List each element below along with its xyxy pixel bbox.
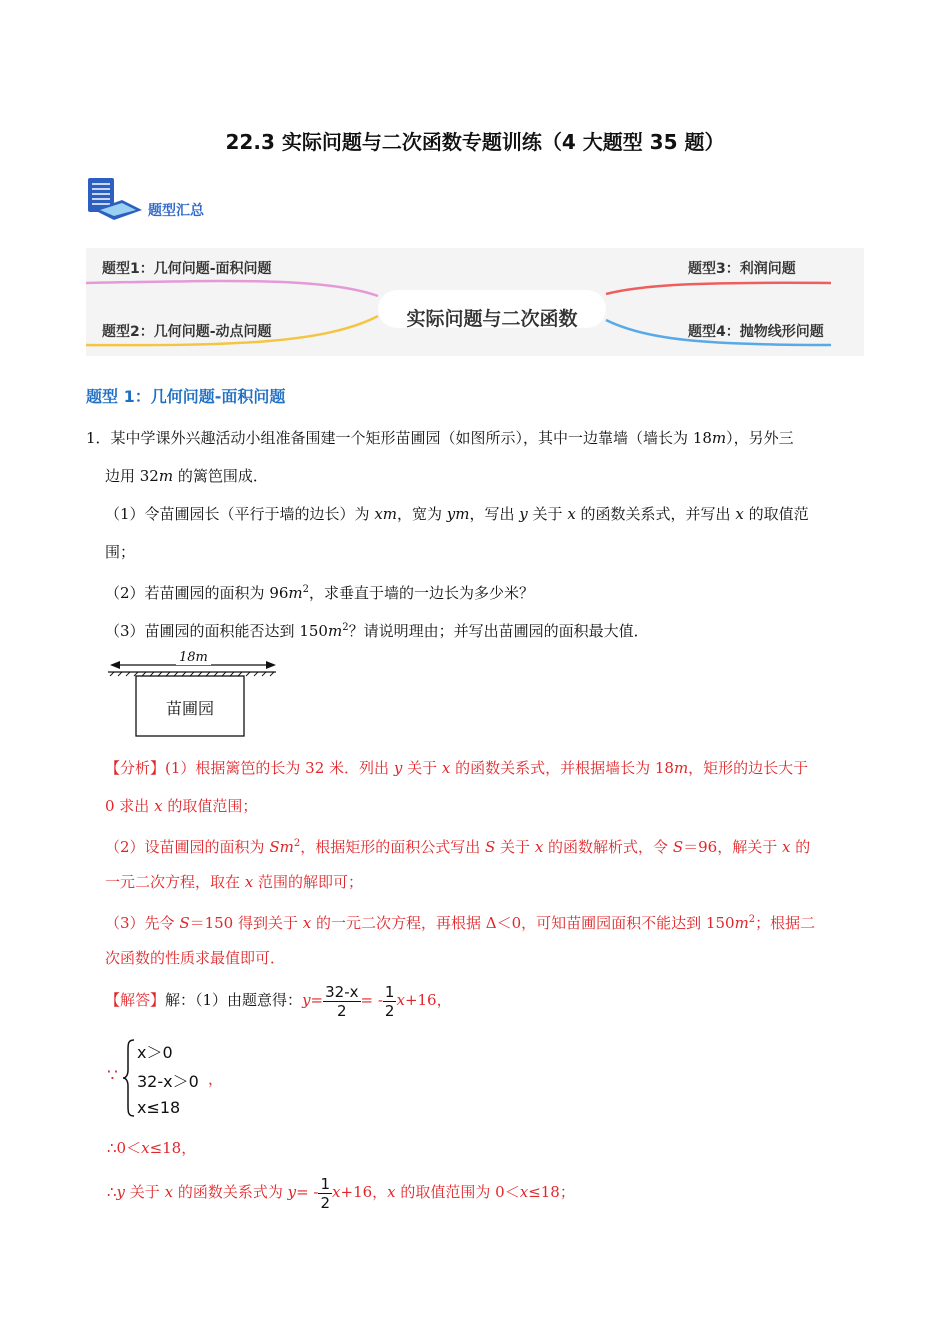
nursery-label: 苗圃园: [165, 699, 214, 718]
question-1-line2: 边用 32m 的篱笆围成．: [105, 467, 268, 485]
page-title: 22.3 实际问题与二次函数专题训练（4 大题型 35 题）: [225, 130, 725, 154]
analysis-part2-cont: 一元二次方程，取在 x 范围的解即可；: [105, 873, 364, 891]
summary-label: 题型汇总: [148, 203, 204, 219]
condition-1: x＞0: [137, 1043, 173, 1062]
nursery-diagram: [108, 650, 278, 742]
analysis-part3-cont: 次函数的性质求最值即可．: [105, 949, 286, 967]
question-1-part1-cont: 围；: [105, 543, 136, 561]
mindmap-node-type3: 题型3：利润问题: [688, 261, 796, 277]
condition-3: x≤18: [137, 1098, 181, 1117]
answer-range-line: ∴0＜x≤18，: [107, 1139, 197, 1157]
mindmap-node-type2: 题型2：几何问题-动点问题: [102, 324, 272, 340]
mindmap-node-type4: 题型4：抛物线形问题: [688, 324, 824, 340]
mindmap-center: 实际问题与二次函数: [406, 308, 578, 330]
condition-2: 32-x＞0: [137, 1072, 199, 1091]
condition-comma: ，: [208, 1070, 224, 1088]
because-symbol: ∵: [107, 1066, 118, 1086]
book-stack-icon: [86, 176, 144, 222]
fraction-32-minus-x-over-2: $\frac{32-x}{2}$: [325, 982, 359, 1020]
type-mindmap: [86, 248, 864, 356]
analysis-part1: 【分析】(1）根据篱笆的长为 32 米．列出 y 关于 x 的函数关系式，并根据墙长为 18m，矩形的边长大于: [105, 759, 809, 777]
answer-line1: 【解答】解：（1）由题意得：y= $\frac{32-x}{2}$ = - $\frac{1}{2}$ x+16，: [105, 982, 452, 1020]
analysis-part3: （3）先令 S＝150 得到关于 x 的一元二次方程，再根据 Δ＜0，可知苗圃园面积不能达到 $150m^2$；根据二: [105, 914, 816, 932]
fraction-1-over-2-conclusion: $\frac{1}{2}$: [320, 1174, 331, 1212]
question-1-line1: 1．某中学课外兴趣活动小组准备围建一个矩形苗圃园（如图所示），其中一边靠墙（墙长为 18m），另外三: [86, 429, 794, 447]
question-1-part1: （1）令苗圃园长（平行于墙的边长）为 xm，宽为 ym，写出 y 关于 x 的函数关系式，并写出 x 的取值范: [105, 505, 809, 523]
mindmap-node-type1: 题型1：几何问题-面积问题: [102, 261, 272, 277]
analysis-part1-cont: 0 求出 x 的取值范围；: [105, 797, 258, 815]
left-brace-icon: [122, 1038, 136, 1118]
section-heading-type1: 题型 1：几何问题-面积问题: [86, 387, 286, 406]
wall-length-label: 18m: [176, 650, 211, 665]
question-1-part2: （2）若苗圃园的面积为 $96m^2$，求垂直于墙的一边长为多少米？: [105, 584, 535, 602]
question-1-part3: （3）苗圃园的面积能否达到 $150m^2$？请说明理由；并写出苗圃园的面积最大值．: [105, 622, 649, 640]
fraction-1-over-2: $\frac{1}{2}$: [384, 982, 395, 1020]
answer-conclusion-line: ∴y 关于 x 的函数关系式为 y= - $\frac{1}{2}$ x+16，x 的取值范围为 0＜x≤18；: [107, 1174, 575, 1212]
analysis-part2: （2）设苗圃园的面积为 Sm$^2$，根据矩形的面积公式写出 S 关于 x 的函数解析式，令 S＝96，解关于 x 的: [105, 838, 811, 856]
